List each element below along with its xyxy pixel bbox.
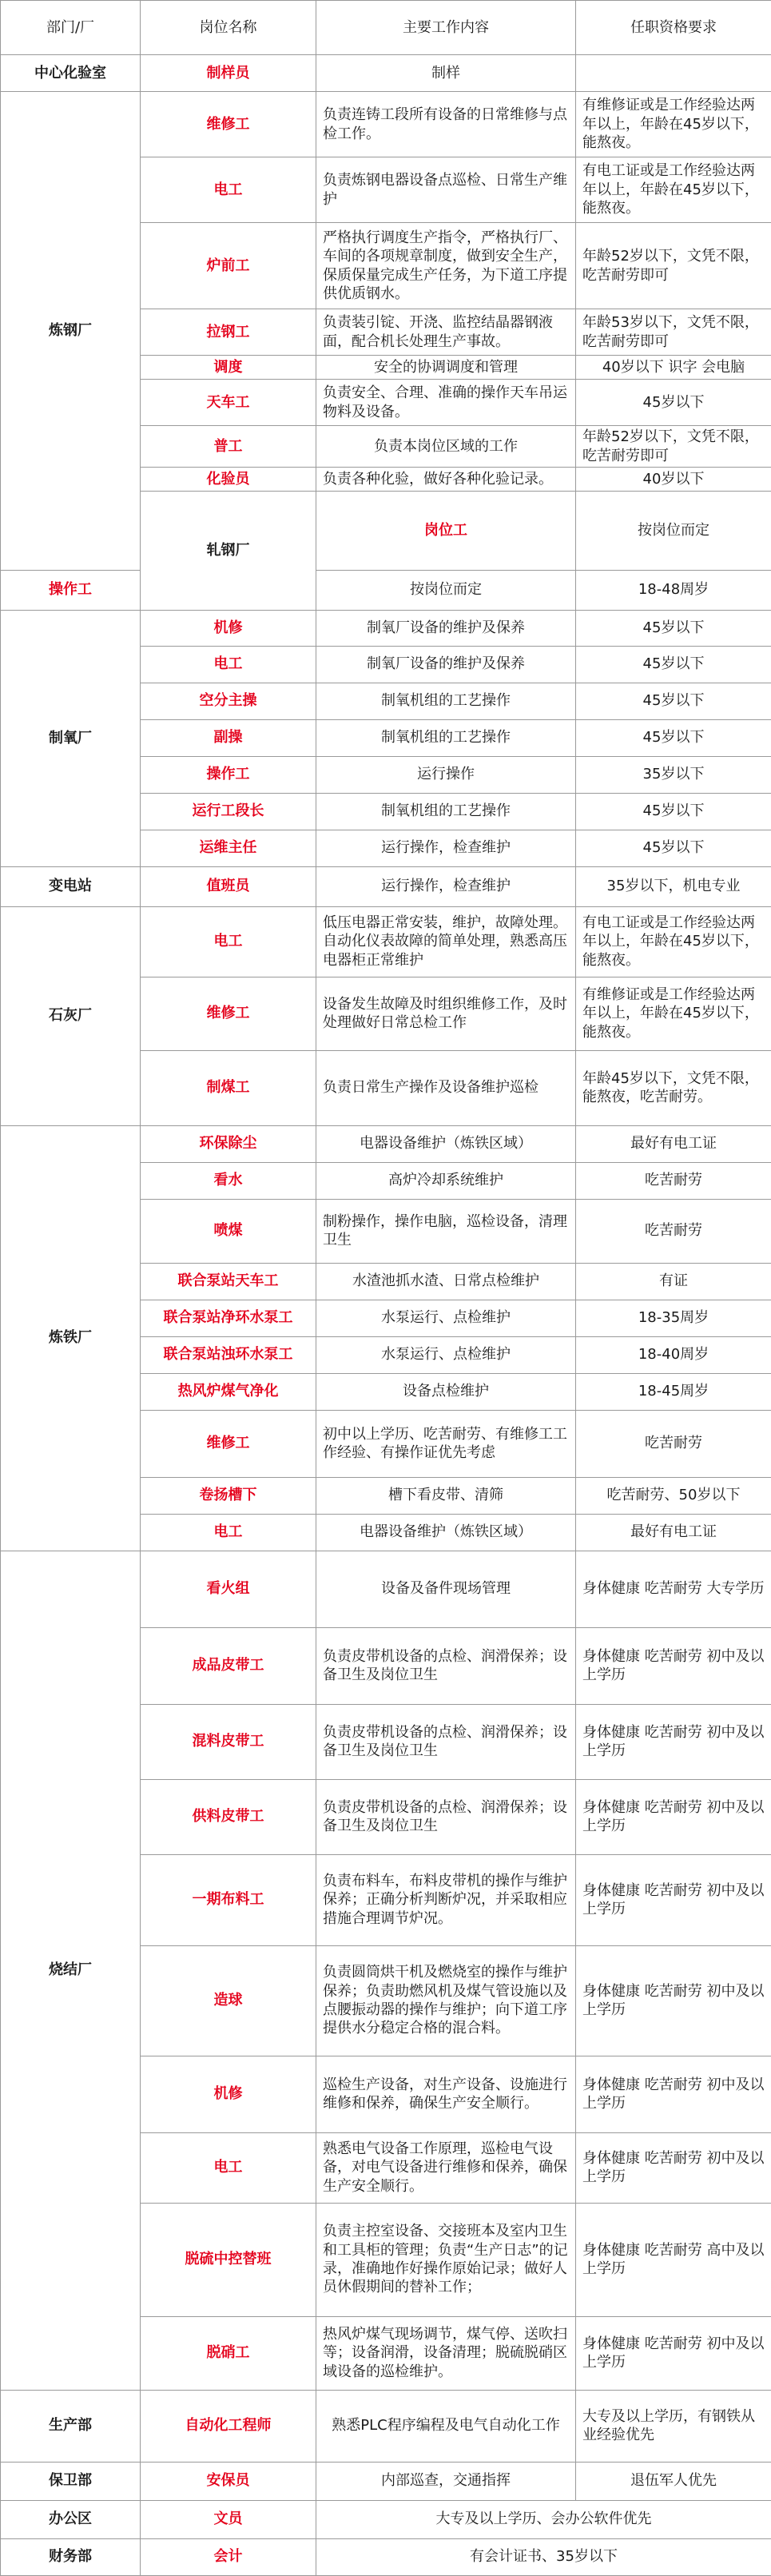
table-row bbox=[1, 866, 771, 906]
header-position: 岗位名称 bbox=[141, 1, 316, 55]
position-cell: 岗位工 bbox=[316, 492, 576, 571]
table-row bbox=[1, 610, 771, 646]
position-cell: 运行工段长 bbox=[141, 793, 316, 830]
dept-cell: 制氧厂 bbox=[1, 610, 141, 866]
requirement-cell: 40岁以下 bbox=[576, 468, 771, 492]
header-duty: 主要工作内容 bbox=[316, 1, 576, 55]
position-cell: 电工 bbox=[141, 157, 316, 223]
dept-cell: 财务部 bbox=[1, 2538, 141, 2575]
position-cell: 电工 bbox=[141, 906, 316, 977]
duty-cell: 初中以上学历、吃苦耐劳、有维修工工作经验、有操作证优先考虑 bbox=[316, 1410, 576, 1477]
dept-cell: 轧钢厂 bbox=[141, 492, 316, 611]
requirement-cell: 身体健康 吃苦耐劳 初中及以上学历 bbox=[576, 2316, 771, 2390]
position-cell: 热风炉煤气净化 bbox=[141, 1373, 316, 1410]
table-row bbox=[1, 2538, 771, 2575]
dept-cell: 炼铁厂 bbox=[1, 1125, 141, 1551]
requirement-cell: 18-48周岁 bbox=[576, 570, 771, 610]
duty-cell: 制粉操作，操作电脑，巡检设备，清理卫生 bbox=[316, 1199, 576, 1263]
duty-cell: 运行操作 bbox=[316, 756, 576, 793]
position-cell: 看火组 bbox=[141, 1551, 316, 1627]
requirement-cell: 35岁以下 bbox=[576, 756, 771, 793]
position-cell: 会计 bbox=[141, 2538, 316, 2575]
position-cell: 值班员 bbox=[141, 866, 316, 906]
position-cell: 喷煤 bbox=[141, 1199, 316, 1263]
requirement-cell: 身体健康 吃苦耐劳 初中及以上学历 bbox=[576, 1854, 771, 1945]
position-cell: 成品皮带工 bbox=[141, 1627, 316, 1704]
requirement-cell: 吃苦耐劳 bbox=[576, 1162, 771, 1199]
requirement-cell: 吃苦耐劳 bbox=[576, 1199, 771, 1263]
position-cell: 维修工 bbox=[141, 92, 316, 157]
duty-cell: 负责炼钢电器设备点巡检、日常生产维护 bbox=[316, 157, 576, 223]
requirement-cell: 最好有电工证 bbox=[576, 1514, 771, 1551]
requirement-cell: 年龄53岁以下，文凭不限，吃苦耐劳即可 bbox=[576, 309, 771, 356]
requirement-cell: 吃苦耐劳 bbox=[576, 1410, 771, 1477]
position-cell: 造球 bbox=[141, 1945, 316, 2056]
table-row bbox=[1, 2462, 771, 2500]
requirement-cell: 年龄45岁以下，文凭不限，能熬夜，吃苦耐劳。 bbox=[576, 1050, 771, 1125]
table-row bbox=[1, 55, 771, 92]
duty-cell: 安全的协调调度和管理 bbox=[316, 356, 576, 380]
duty-cell: 负责装引锭、开浇、监控结晶器钢液面，配合机长处理生产事故。 bbox=[316, 309, 576, 356]
requirement-cell: 45岁以下 bbox=[576, 793, 771, 830]
duty-cell: 高炉冷却系统维护 bbox=[316, 1162, 576, 1199]
table-row bbox=[1, 1125, 771, 1162]
table-row bbox=[1, 92, 771, 157]
merged-requirement-cell: 大专及以上学历、会办公软件优先 bbox=[316, 2500, 771, 2538]
duty-cell: 熟悉PLC程序编程及电气自动化工作 bbox=[316, 2390, 576, 2462]
duty-cell: 制氧厂设备的维护及保养 bbox=[316, 646, 576, 683]
position-cell: 文员 bbox=[141, 2500, 316, 2538]
requirement-cell: 年龄52岁以下，文凭不限，吃苦耐劳即可 bbox=[576, 223, 771, 309]
duty-cell: 负责日常生产操作及设备维护巡检 bbox=[316, 1050, 576, 1125]
duty-cell: 严格执行调度生产指令，严格执行厂、车间的各项规章制度，做到安全生产，保质保量完成生产任务，为下道工序提供优质钢水。 bbox=[316, 223, 576, 309]
requirement-cell: 有电工证或是工作经验达两年以上，年龄在45岁以下，能熬夜。 bbox=[576, 906, 771, 977]
position-cell: 自动化工程师 bbox=[141, 2390, 316, 2462]
dept-cell: 中心化验室 bbox=[1, 55, 141, 92]
requirement-cell: 有维修证或是工作经验达两年以上，年龄在45岁以下，能熬夜。 bbox=[576, 977, 771, 1050]
duty-cell: 负责皮带机设备的点检、润滑保养；设备卫生及岗位卫生 bbox=[316, 1779, 576, 1854]
requirement-cell: 45岁以下 bbox=[576, 830, 771, 866]
header-requirement: 任职资格要求 bbox=[576, 1, 771, 55]
duty-cell: 水渣池抓水渣、日常点检维护 bbox=[316, 1263, 576, 1300]
duty-cell: 设备点检维护 bbox=[316, 1373, 576, 1410]
position-cell: 普工 bbox=[141, 426, 316, 468]
duty-cell: 负责连铸工段所有设备的日常维修与点检工作。 bbox=[316, 92, 576, 157]
requirement-cell: 45岁以下 bbox=[576, 683, 771, 719]
position-cell: 副操 bbox=[141, 719, 316, 756]
duty-cell: 水泵运行、点检维护 bbox=[316, 1300, 576, 1336]
duty-cell: 槽下看皮带、清筛 bbox=[316, 1477, 576, 1514]
position-cell: 电工 bbox=[141, 2132, 316, 2203]
requirement-cell: 身体健康 吃苦耐劳 高中及以上学历 bbox=[576, 2203, 771, 2316]
requirement-cell: 最好有电工证 bbox=[576, 1125, 771, 1162]
duty-cell: 热风炉煤气现场调节，煤气停、送吹扫等；设备润滑，设备清理；脱硫脱硝区域设备的巡检维护。 bbox=[316, 2316, 576, 2390]
position-cell: 拉钢工 bbox=[141, 309, 316, 356]
dept-cell: 石灰厂 bbox=[1, 906, 141, 1125]
duty-cell: 熟悉电气设备工作原理，巡检电气设备，对电气设备进行维修和保养，确保生产安全顺行。 bbox=[316, 2132, 576, 2203]
duty-cell: 水泵运行、点检维护 bbox=[316, 1336, 576, 1373]
requirement-cell: 35岁以下，机电专业 bbox=[576, 866, 771, 906]
position-cell: 制样员 bbox=[141, 55, 316, 92]
requirement-cell: 18-45周岁 bbox=[576, 1373, 771, 1410]
table-row bbox=[1, 2500, 771, 2538]
position-cell: 看水 bbox=[141, 1162, 316, 1199]
position-cell: 脱硫中控替班 bbox=[141, 2203, 316, 2316]
requirement-cell: 身体健康 吃苦耐劳 大专学历 bbox=[576, 1551, 771, 1627]
position-cell: 机修 bbox=[141, 610, 316, 646]
duty-cell: 负责本岗位区域的工作 bbox=[316, 426, 576, 468]
position-cell: 操作工 bbox=[141, 756, 316, 793]
position-cell: 联合泵站净环水泵工 bbox=[141, 1300, 316, 1336]
dept-cell: 保卫部 bbox=[1, 2462, 141, 2500]
duty-cell: 内部巡查，交通指挥 bbox=[316, 2462, 576, 2500]
table-row bbox=[1, 1551, 771, 1627]
requirement-cell: 身体健康 吃苦耐劳 初中及以上学历 bbox=[576, 1779, 771, 1854]
position-cell: 环保除尘 bbox=[141, 1125, 316, 1162]
duty-cell: 制氧机组的工艺操作 bbox=[316, 683, 576, 719]
requirement-cell: 18-40周岁 bbox=[576, 1336, 771, 1373]
dept-cell: 生产部 bbox=[1, 2390, 141, 2462]
requirement-cell: 身体健康 吃苦耐劳 初中及以上学历 bbox=[576, 2132, 771, 2203]
dept-cell: 变电站 bbox=[1, 866, 141, 906]
position-cell: 维修工 bbox=[141, 1410, 316, 1477]
duty-cell: 巡检生产设备，对生产设备、设施进行维修和保养，确保生产安全顺行。 bbox=[316, 2056, 576, 2132]
requirement-cell: 45岁以下 bbox=[576, 380, 771, 426]
position-cell: 安保员 bbox=[141, 2462, 316, 2500]
header-row bbox=[1, 1, 771, 55]
duty-cell: 负责安全、合理、准确的操作天车吊运物料及设备。 bbox=[316, 380, 576, 426]
duty-cell: 运行操作，检查维护 bbox=[316, 866, 576, 906]
position-cell: 维修工 bbox=[141, 977, 316, 1050]
duty-cell: 负责圆筒烘干机及燃烧室的操作与维护保养；负责助燃风机及煤气管设施以及点腰振动器的操作与维护；向下道工序提供水分稳定合格的混合料。 bbox=[316, 1945, 576, 2056]
duty-cell: 低压电器正常安装，维护，故障处理。自动化仪表故障的简单处理，熟悉高压电器柜正常维护 bbox=[316, 906, 576, 977]
requirement-cell: 有证 bbox=[576, 1263, 771, 1300]
position-cell: 操作工 bbox=[1, 570, 141, 610]
requirement-cell: 45岁以下 bbox=[576, 646, 771, 683]
position-cell: 炉前工 bbox=[141, 223, 316, 309]
duty-cell: 制氧机组的工艺操作 bbox=[316, 719, 576, 756]
position-cell: 制煤工 bbox=[141, 1050, 316, 1125]
requirement-cell: 身体健康 吃苦耐劳 初中及以上学历 bbox=[576, 1704, 771, 1779]
position-cell: 运维主任 bbox=[141, 830, 316, 866]
requirement-cell: 18-35周岁 bbox=[576, 1300, 771, 1336]
position-cell: 混料皮带工 bbox=[141, 1704, 316, 1779]
requirement-cell bbox=[576, 55, 771, 92]
position-cell: 卷扬槽下 bbox=[141, 1477, 316, 1514]
requirement-cell: 吃苦耐劳、50岁以下 bbox=[576, 1477, 771, 1514]
position-cell: 联合泵站浊环水泵工 bbox=[141, 1336, 316, 1373]
duty-cell: 设备及备件现场管理 bbox=[316, 1551, 576, 1627]
position-cell: 联合泵站天车工 bbox=[141, 1263, 316, 1300]
position-cell: 化验员 bbox=[141, 468, 316, 492]
position-cell: 天车工 bbox=[141, 380, 316, 426]
duty-cell: 按岗位而定 bbox=[576, 492, 771, 571]
dept-cell: 炼钢厂 bbox=[1, 92, 141, 571]
duty-cell: 按岗位而定 bbox=[316, 570, 576, 610]
requirement-cell: 大专及以上学历，有钢铁从业经验优先 bbox=[576, 2390, 771, 2462]
table-row bbox=[1, 2390, 771, 2462]
requirement-cell: 年龄52岁以下，文凭不限，吃苦耐劳即可 bbox=[576, 426, 771, 468]
position-cell: 供料皮带工 bbox=[141, 1779, 316, 1854]
duty-cell: 电器设备维护（炼铁区域） bbox=[316, 1514, 576, 1551]
dept-cell: 办公区 bbox=[1, 2500, 141, 2538]
requirement-cell: 45岁以下 bbox=[576, 610, 771, 646]
requirement-cell: 40岁以下 识字 会电脑 bbox=[576, 356, 771, 380]
duty-cell: 运行操作，检查维护 bbox=[316, 830, 576, 866]
table-row bbox=[1, 906, 771, 977]
position-cell: 机修 bbox=[141, 2056, 316, 2132]
duty-cell: 负责各种化验，做好各种化验记录。 bbox=[316, 468, 576, 492]
header-dept: 部门/厂 bbox=[1, 1, 141, 55]
duty-cell: 制氧机组的工艺操作 bbox=[316, 793, 576, 830]
duty-cell: 电器设备维护（炼铁区域） bbox=[316, 1125, 576, 1162]
requirement-cell: 身体健康 吃苦耐劳 初中及以上学历 bbox=[576, 1945, 771, 2056]
duty-cell: 负责主控室设备、交接班本及室内卫生和工具柜的管理；负责“生产日志”的记录，准确地作好操作原始记录；做好人员休假期间的替补工作； bbox=[316, 2203, 576, 2316]
position-cell: 电工 bbox=[141, 646, 316, 683]
requirement-cell: 身体健康 吃苦耐劳 初中及以上学历 bbox=[576, 2056, 771, 2132]
table-row bbox=[1, 570, 771, 610]
requirement-cell: 有维修证或是工作经验达两年以上，年龄在45岁以下，能熬夜。 bbox=[576, 92, 771, 157]
requirement-cell: 身体健康 吃苦耐劳 初中及以上学历 bbox=[576, 1627, 771, 1704]
duty-cell: 负责皮带机设备的点检、润滑保养；设备卫生及岗位卫生 bbox=[316, 1627, 576, 1704]
duty-cell: 负责布料车，布料皮带机的操作与维护保养；正确分析判断炉况，并采取相应措施合理调节炉况。 bbox=[316, 1854, 576, 1945]
requirement-cell: 退伍军人优先 bbox=[576, 2462, 771, 2500]
requirement-cell: 有电工证或是工作经验达两年以上，年龄在45岁以下，能熬夜。 bbox=[576, 157, 771, 223]
position-cell: 调度 bbox=[141, 356, 316, 380]
merged-requirement-cell: 有会计证书、35岁以下 bbox=[316, 2538, 771, 2575]
duty-cell: 制样 bbox=[316, 55, 576, 92]
position-cell: 电工 bbox=[141, 1514, 316, 1551]
position-cell: 脱硝工 bbox=[141, 2316, 316, 2390]
position-cell: 空分主操 bbox=[141, 683, 316, 719]
duty-cell: 设备发生故障及时组织维修工作，及时处理做好日常总检工作 bbox=[316, 977, 576, 1050]
dept-cell: 烧结厂 bbox=[1, 1551, 141, 2390]
position-cell: 一期布料工 bbox=[141, 1854, 316, 1945]
duty-cell: 制氧厂设备的维护及保养 bbox=[316, 610, 576, 646]
requirement-cell: 45岁以下 bbox=[576, 719, 771, 756]
duty-cell: 负责皮带机设备的点检、润滑保养；设备卫生及岗位卫生 bbox=[316, 1704, 576, 1779]
